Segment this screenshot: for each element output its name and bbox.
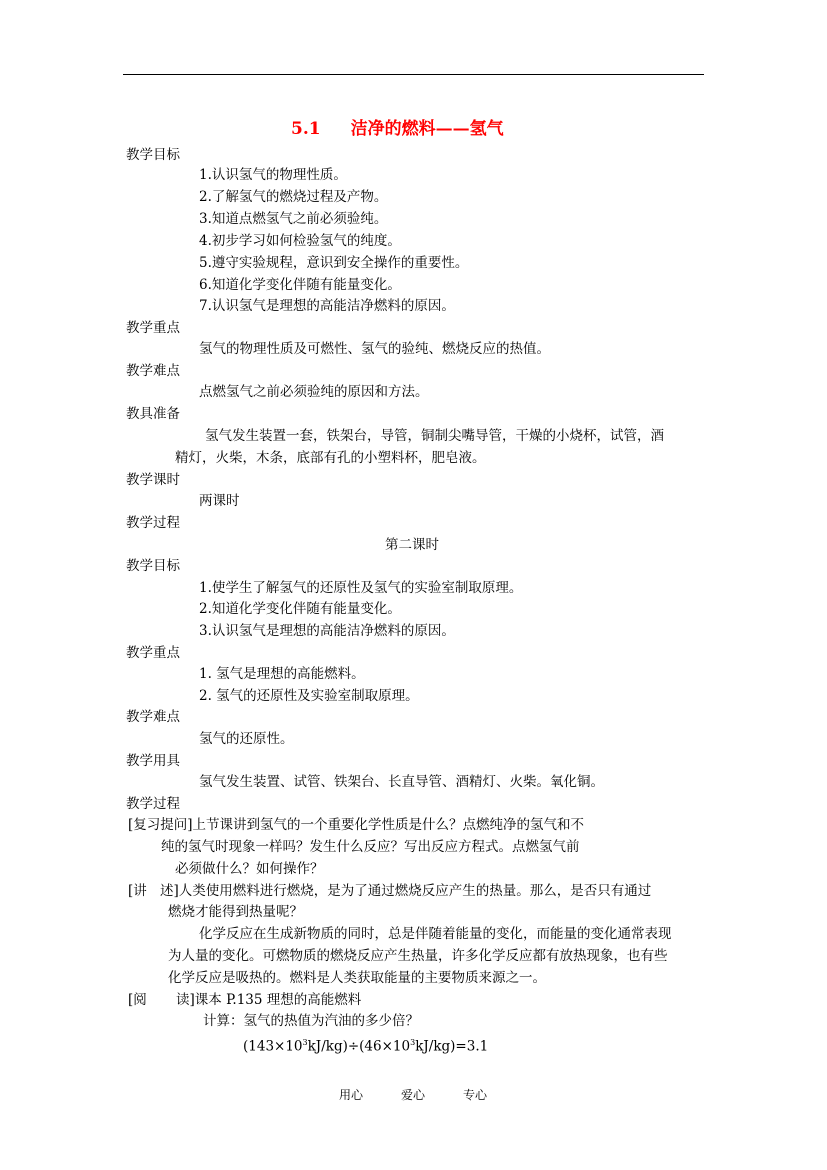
tools-text-line1: 氢气发生装置一套，铁架台，导管，铜制尖嘴导管，干燥的小烧杯，试管，酒 bbox=[205, 428, 664, 444]
lecture-para2-line1: 化学反应在生成新物质的同时，总是伴随着能量的变化，而能量的变化通常表现 bbox=[199, 926, 672, 942]
section-label-difficult: 教学难点 bbox=[126, 709, 180, 725]
hours-text: 两课时 bbox=[199, 493, 240, 509]
review-line1: 上节课讲到氢气的一个重要化学性质是什么？点燃纯净的氢气和不 bbox=[192, 817, 585, 833]
lecture-tag-open: [讲 bbox=[128, 883, 147, 899]
tools-text-line2: 精灯，火柴，木条，底部有孔的小塑料杯，肥皂液。 bbox=[175, 450, 486, 466]
title-number: 5.1 bbox=[291, 119, 321, 139]
footer-item: 专心 bbox=[463, 1088, 488, 1102]
title-text: 洁净的燃料——氢气 bbox=[350, 119, 504, 139]
section-label-objectives: 教学目标 bbox=[126, 147, 180, 163]
lecture-tag-close: 述] bbox=[160, 883, 179, 899]
review-line2: 纯的氢气时现象一样吗？发生什么反应？写出反应方程式。点燃氢气前 bbox=[161, 839, 580, 855]
objective-item: 6.知道化学变化伴随有能量变化。 bbox=[199, 277, 401, 293]
lesson-heading: 第二课时 bbox=[385, 537, 439, 553]
objective-item: 5.遵守实验规程，意识到安全操作的重要性。 bbox=[199, 255, 469, 271]
objective-item: 7.认识氢气是理想的高能洁净燃料的原因。 bbox=[199, 298, 455, 314]
difficult-text: 氢气的还原性。 bbox=[199, 731, 294, 747]
review-tag: [复习提问] bbox=[128, 817, 193, 833]
formula bbox=[243, 1035, 488, 1055]
section-label-hours: 教学课时 bbox=[126, 472, 180, 488]
formula-part: (143×10 bbox=[243, 1038, 303, 1055]
objective-item: 2.知道化学变化伴随有能量变化。 bbox=[199, 601, 401, 617]
section-label-tools: 教具准备 bbox=[126, 406, 180, 422]
objective-item: 3.认识氢气是理想的高能洁净燃料的原因。 bbox=[199, 623, 455, 639]
reading-tag-close: 读] bbox=[176, 992, 195, 1008]
objective-item: 3.知道点燃氢气之前必须验纯。 bbox=[199, 211, 388, 227]
tools-text: 氢气发生装置、试管、铁架台、长直导管、酒精灯、火柴。氧化铜。 bbox=[199, 774, 604, 790]
lecture-block bbox=[160, 883, 651, 899]
lecture-line2: 燃烧才能得到热量呢？ bbox=[168, 904, 303, 920]
key-item: 1. 氢气是理想的高能燃料。 bbox=[199, 666, 365, 682]
review-block bbox=[128, 817, 584, 833]
section-label-difficult: 教学难点 bbox=[126, 363, 180, 379]
section-label-key: 教学重点 bbox=[126, 320, 180, 336]
difficult-text: 点燃氢气之前必须验纯的原因和方法。 bbox=[199, 384, 429, 400]
reading-tag-open: [阅 bbox=[128, 992, 147, 1008]
key-text: 氢气的物理性质及可燃性、氢气的验纯、燃烧反应的热值。 bbox=[199, 341, 550, 357]
lecture-line1: 人类使用燃料进行燃烧，是为了通过燃烧反应产生的热量。那么，是否只有通过 bbox=[178, 883, 652, 899]
formula-exponent: 3 bbox=[410, 1038, 416, 1047]
header-rule bbox=[123, 74, 704, 75]
review-line3: 必须做什么？如何操作？ bbox=[175, 861, 324, 877]
formula-part: kJ/kg)÷(46×10 bbox=[307, 1038, 411, 1055]
calc-text: 计算：氢气的热值为汽油的多少倍？ bbox=[203, 1013, 419, 1029]
reading-text: 课本 P.135 理想的高能燃料 bbox=[194, 992, 362, 1008]
page-title bbox=[291, 114, 504, 139]
formula-exponent: 3 bbox=[302, 1038, 308, 1047]
lecture-para2-line2: 为人量的变化。可燃物质的燃烧反应产生热量，许多化学反应都有放热现象，也有些 bbox=[168, 948, 668, 964]
section-label-objectives: 教学目标 bbox=[126, 558, 180, 574]
footer-item: 用心 bbox=[339, 1088, 364, 1102]
section-label-key: 教学重点 bbox=[126, 645, 180, 661]
objective-item: 1.使学生了解氢气的还原性及氢气的实验室制取原理。 bbox=[199, 580, 523, 596]
section-label-process: 教学过程 bbox=[126, 796, 180, 812]
section-label-process: 教学过程 bbox=[126, 515, 180, 531]
formula-part: kJ/kg)=3.1 bbox=[415, 1038, 489, 1055]
section-label-tools: 教学用具 bbox=[126, 753, 180, 769]
key-item: 2. 氢气的还原性及实验室制取原理。 bbox=[199, 688, 419, 704]
objective-item: 4.初步学习如何检验氢气的纯度。 bbox=[199, 233, 401, 249]
objective-item: 2.了解氢气的燃烧过程及产物。 bbox=[199, 189, 388, 205]
reading-block bbox=[176, 992, 361, 1008]
objective-item: 1.认识氢气的物理性质。 bbox=[199, 167, 347, 183]
lecture-para2-line3: 化学反应是吸热的。燃料是人类获取能量的主要物质来源之一。 bbox=[168, 970, 546, 986]
footer-item: 爱心 bbox=[401, 1088, 426, 1102]
